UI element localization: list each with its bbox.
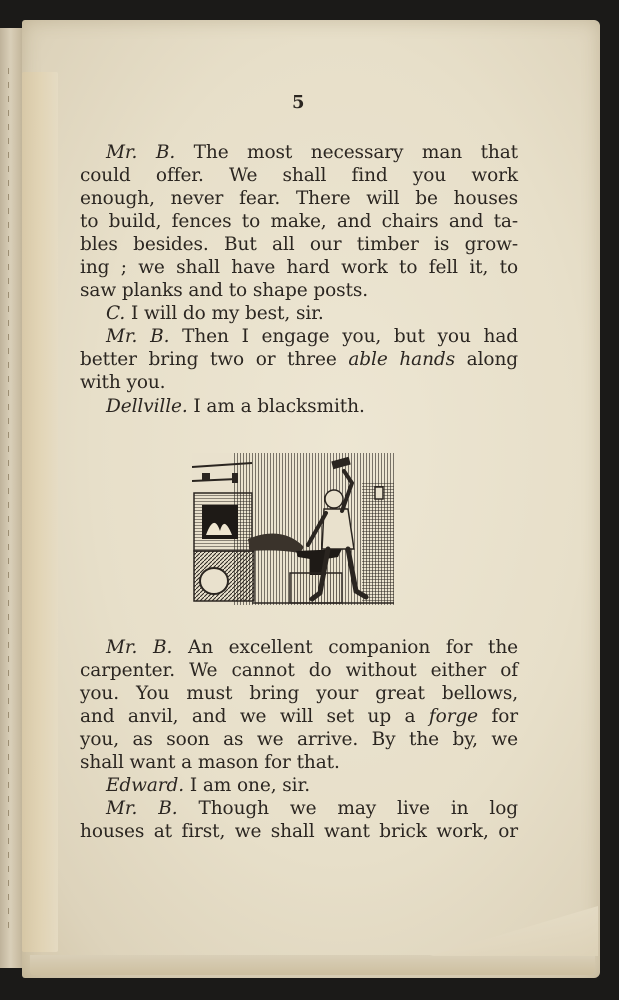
text-line xyxy=(80,797,518,821)
text-line xyxy=(80,659,518,683)
text-line xyxy=(80,141,518,165)
smith-head xyxy=(325,490,343,508)
line-text: Though we may live in log xyxy=(177,798,518,819)
line-text: better bring two or three xyxy=(80,349,349,370)
hanging-tool xyxy=(202,473,210,481)
text-line xyxy=(80,164,518,188)
text-line xyxy=(80,728,518,752)
page-number: 5 xyxy=(292,92,305,113)
text-line xyxy=(80,751,518,775)
line-text: enough, never fear. There will be houses xyxy=(80,188,518,209)
line-text: you, as soon as we arrive. By the by, we xyxy=(80,729,518,750)
line-text: could offer. We shall find you work xyxy=(80,165,518,186)
line-text: along xyxy=(455,349,519,370)
page-gutter-strip xyxy=(22,72,58,952)
text-line xyxy=(80,774,518,798)
emphasis-text: able hands xyxy=(348,349,456,370)
speaker-name: Dellville. xyxy=(106,396,188,417)
line-text: to build, fences to make, and chairs and ta- xyxy=(80,211,518,232)
line-text: for xyxy=(478,706,519,727)
speaker-name: Mr. B. xyxy=(106,637,173,658)
text-line xyxy=(80,187,518,211)
binding-stitch-line xyxy=(8,68,9,928)
line-text: ing ; we shall have hard work to fell it, to xyxy=(80,257,518,278)
speaker-name: Mr. B. xyxy=(106,142,176,163)
speaker-name: Mr. B. xyxy=(106,326,170,347)
text-line xyxy=(80,210,518,234)
line-text: and anvil, and we will set up a xyxy=(80,706,429,727)
line-text: you. You must bring your great bellows, xyxy=(80,683,518,704)
text-line xyxy=(80,395,518,419)
text-line xyxy=(80,279,518,303)
emphasis-text: forge xyxy=(428,706,479,727)
text-line xyxy=(80,325,518,349)
text-line xyxy=(80,233,518,257)
text-line xyxy=(80,636,518,660)
page-bottom-edge xyxy=(30,955,595,975)
hanging-tool xyxy=(232,473,238,483)
line-text: I am a blacksmith. xyxy=(187,396,365,417)
speaker-name: C. xyxy=(106,303,126,324)
text-line xyxy=(80,348,518,372)
blacksmith-woodcut-illustration xyxy=(192,453,394,605)
line-text: An excellent companion for the xyxy=(172,637,519,658)
text-line xyxy=(80,682,518,706)
text-line xyxy=(80,820,518,844)
line-text: The most necessary man that xyxy=(175,142,518,163)
speaker-name: Mr. B. xyxy=(106,798,178,819)
right-wall xyxy=(362,483,394,603)
line-text: houses at first, we shall want brick work, or xyxy=(80,821,518,842)
text-line xyxy=(80,256,518,280)
line-text: saw planks and to shape posts. xyxy=(80,280,369,301)
text-line xyxy=(80,302,518,326)
line-text: with you. xyxy=(80,372,166,393)
lantern xyxy=(375,487,383,499)
line-text: shall want a mason for that. xyxy=(80,752,340,773)
line-text: carpenter. We cannot do without either of xyxy=(80,660,518,681)
text-line xyxy=(80,705,518,729)
speaker-name: Edward. xyxy=(106,775,185,796)
line-text: bles besides. But all our timber is grow- xyxy=(80,234,518,255)
line-text: I am one, sir. xyxy=(184,775,310,796)
line-text: I will do my best, sir. xyxy=(125,303,324,324)
forge-arch xyxy=(200,568,228,594)
line-text: Then I engage you, but you had xyxy=(169,326,518,347)
text-line xyxy=(80,371,518,395)
